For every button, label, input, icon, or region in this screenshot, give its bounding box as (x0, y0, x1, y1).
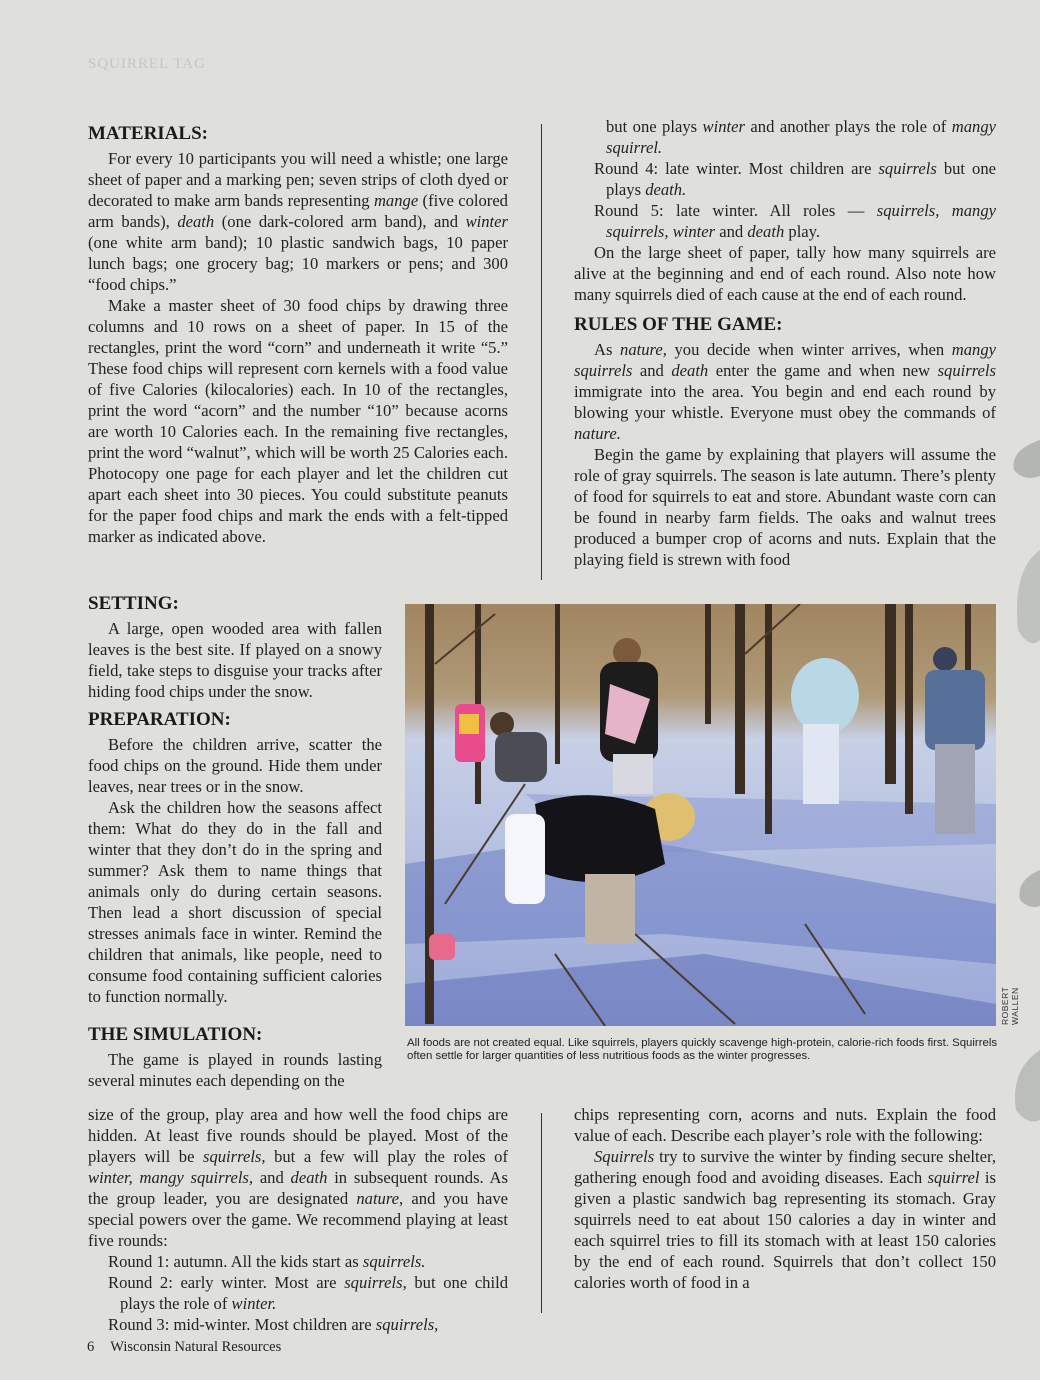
photo-illustration (405, 604, 996, 1026)
page-number: 6 (87, 1339, 95, 1355)
round-5: Round 5: late winter. All roles — squirrels, mangy squirrels, winter and death play. (594, 201, 996, 241)
column-rule-bottom (541, 1113, 542, 1313)
publication-name: Wisconsin Natural Resources (110, 1339, 282, 1355)
simulation-lead: The game is played in rounds lasting several minutes each depending on the (88, 1050, 382, 1090)
page-footer (87, 1339, 281, 1356)
preparation-paragraph-2: Ask the children how the seasons affect them: What do they do in the fall and winter that they don’t do in the spring and summer? Ask them to name things that animals only do during certain seasons. Then lead a short discussion of special stresses animals face in winter. Remind the children that animals, like people, need to consume food containing sufficient calories to function normally. (88, 798, 382, 1006)
column-left-narrow (88, 588, 382, 1007)
photo-caption: All foods are not created equal. Like squirrels, players quickly scavenge high-protein, calorie-rich foods first. Squirrels often settle for larger quantities of less nutritious foods as the winter progresses. (407, 1037, 998, 1062)
rules-paragraph-2-continued: chips representing corn, acorns and nuts. Explain the food value of each. Describe each player’s role with the following: (574, 1105, 996, 1145)
rules-heading: RULES OF THE GAME: (574, 314, 783, 335)
round-2: Round 2: early winter. Most are squirrels, but one child plays the role of winter. (108, 1273, 509, 1313)
rules-paragraph-1: As nature, you decide when winter arrives, when mangy squirrels and death enter the game and when new squirrels immigrate into the area. You begin and end each round by blowing your whistle. Everyone must obey the commands of nature. (574, 340, 996, 443)
rules-paragraph-2: Begin the game by explaining that players will assume the role of gray squirrels. The season is late autumn. There’s plenty of food for squirrels to eat and store. Abundant waste corn can be found in nearby farm fields. The oaks and walnut trees produced a bumper crop of acorns and nuts. Explain that the playing field is strewn with food (574, 445, 996, 569)
setting-heading: SETTING: (88, 593, 179, 614)
simulation-heading: THE SIMULATION: (88, 1024, 263, 1045)
round-3: Round 3: mid-winter. Most children are squirrels, (108, 1315, 439, 1334)
preparation-heading: PREPARATION: (88, 709, 231, 730)
materials-heading: MATERIALS: (88, 123, 208, 144)
column-left-simulation-head (88, 1019, 382, 1091)
photo-children-foraging-in-snow (405, 604, 996, 1026)
round-4: Round 4: late winter. Most children are squirrels but one plays death. (594, 159, 996, 199)
setting-paragraph: A large, open wooded area with fallen leaves is the best site. If played on a snowy field, take steps to disguise your tracks after hiding food chips under the snow. (88, 619, 382, 701)
round-3-continued: but one plays winter and another plays the role of mangy squirrel. (606, 117, 996, 157)
column-left-bottom (88, 1104, 508, 1335)
photo-credit: ROBERT WALLEN (1000, 986, 1020, 1025)
simulation-paragraph: size of the group, play area and how well the food chips are hidden. At least five rounds should be played. Most of the players will be squirrels, but a few will play the roles of winter, mangy squirrels, and death in subsequent rounds. As the group leader, you are designated nature, and you have special powers over the game. We recommend playing at least five rounds: (88, 1105, 508, 1250)
column-rule-top (541, 124, 542, 580)
column-left-top (88, 118, 508, 547)
column-right-bottom (574, 1104, 996, 1293)
running-head: SQUIRREL TAG (88, 56, 206, 72)
squirrels-role-paragraph: Squirrels try to survive the winter by finding secure shelter, gathering enough food and avoiding diseases. Each squirrel is given a plastic sandwich bag representing its stomach. Gray squirrels need to eat about 150 calories a day in winter and each squirrel tries to fill its stomach with at least 150 calories by the end of each round. Squirrels that don’t collect 150 calories worth of food in a (574, 1147, 997, 1292)
preparation-paragraph-1: Before the children arrive, scatter the food chips on the ground. Hide them under leaves, near trees or in the snow. (88, 735, 382, 796)
materials-paragraph-1: For every 10 participants you will need a whistle; one large sheet of paper and a marking pen; seven strips of cloth dyed or decorated to make arm bands representing mange (five colored arm bands), death (one dark-colored arm band), and winter (one white arm band); 10 plastic sandwich bags, 10 paper lunch bags; one grocery bag; 10 markers or pens; and 300 “food chips.” (88, 149, 508, 294)
acorn-decoration-icon (1000, 430, 1040, 1130)
materials-paragraph-2: Make a master sheet of 30 food chips by drawing three columns and 10 rows on a sheet of paper. In 15 of the rectangles, print the word “corn” and underneath it write “5.” These food chips will represent corn kernels with a food value of five Calories (kilocalories) each. In 10 of the rectangles, print the word “acorn” and the number “10” because acorns are worth 10 Calories each. In the remaining five rectangles, print the word “walnut”, which will be worth 25 Calories each. Photocopy one page for each player and let the children cut apart each sheet into 30 pieces. You could substitute peanuts for the paper food chips and mark the ends with a felt-tipped marker as indicated above. (88, 296, 508, 546)
tally-paragraph: On the large sheet of paper, tally how many squirrels are alive at the beginning and end of each round. Also note how many squirrels died of each cause at the end of each round. (574, 243, 996, 304)
round-1: Round 1: autumn. All the kids start as squirrels. (108, 1252, 426, 1271)
column-right-top (574, 116, 996, 570)
